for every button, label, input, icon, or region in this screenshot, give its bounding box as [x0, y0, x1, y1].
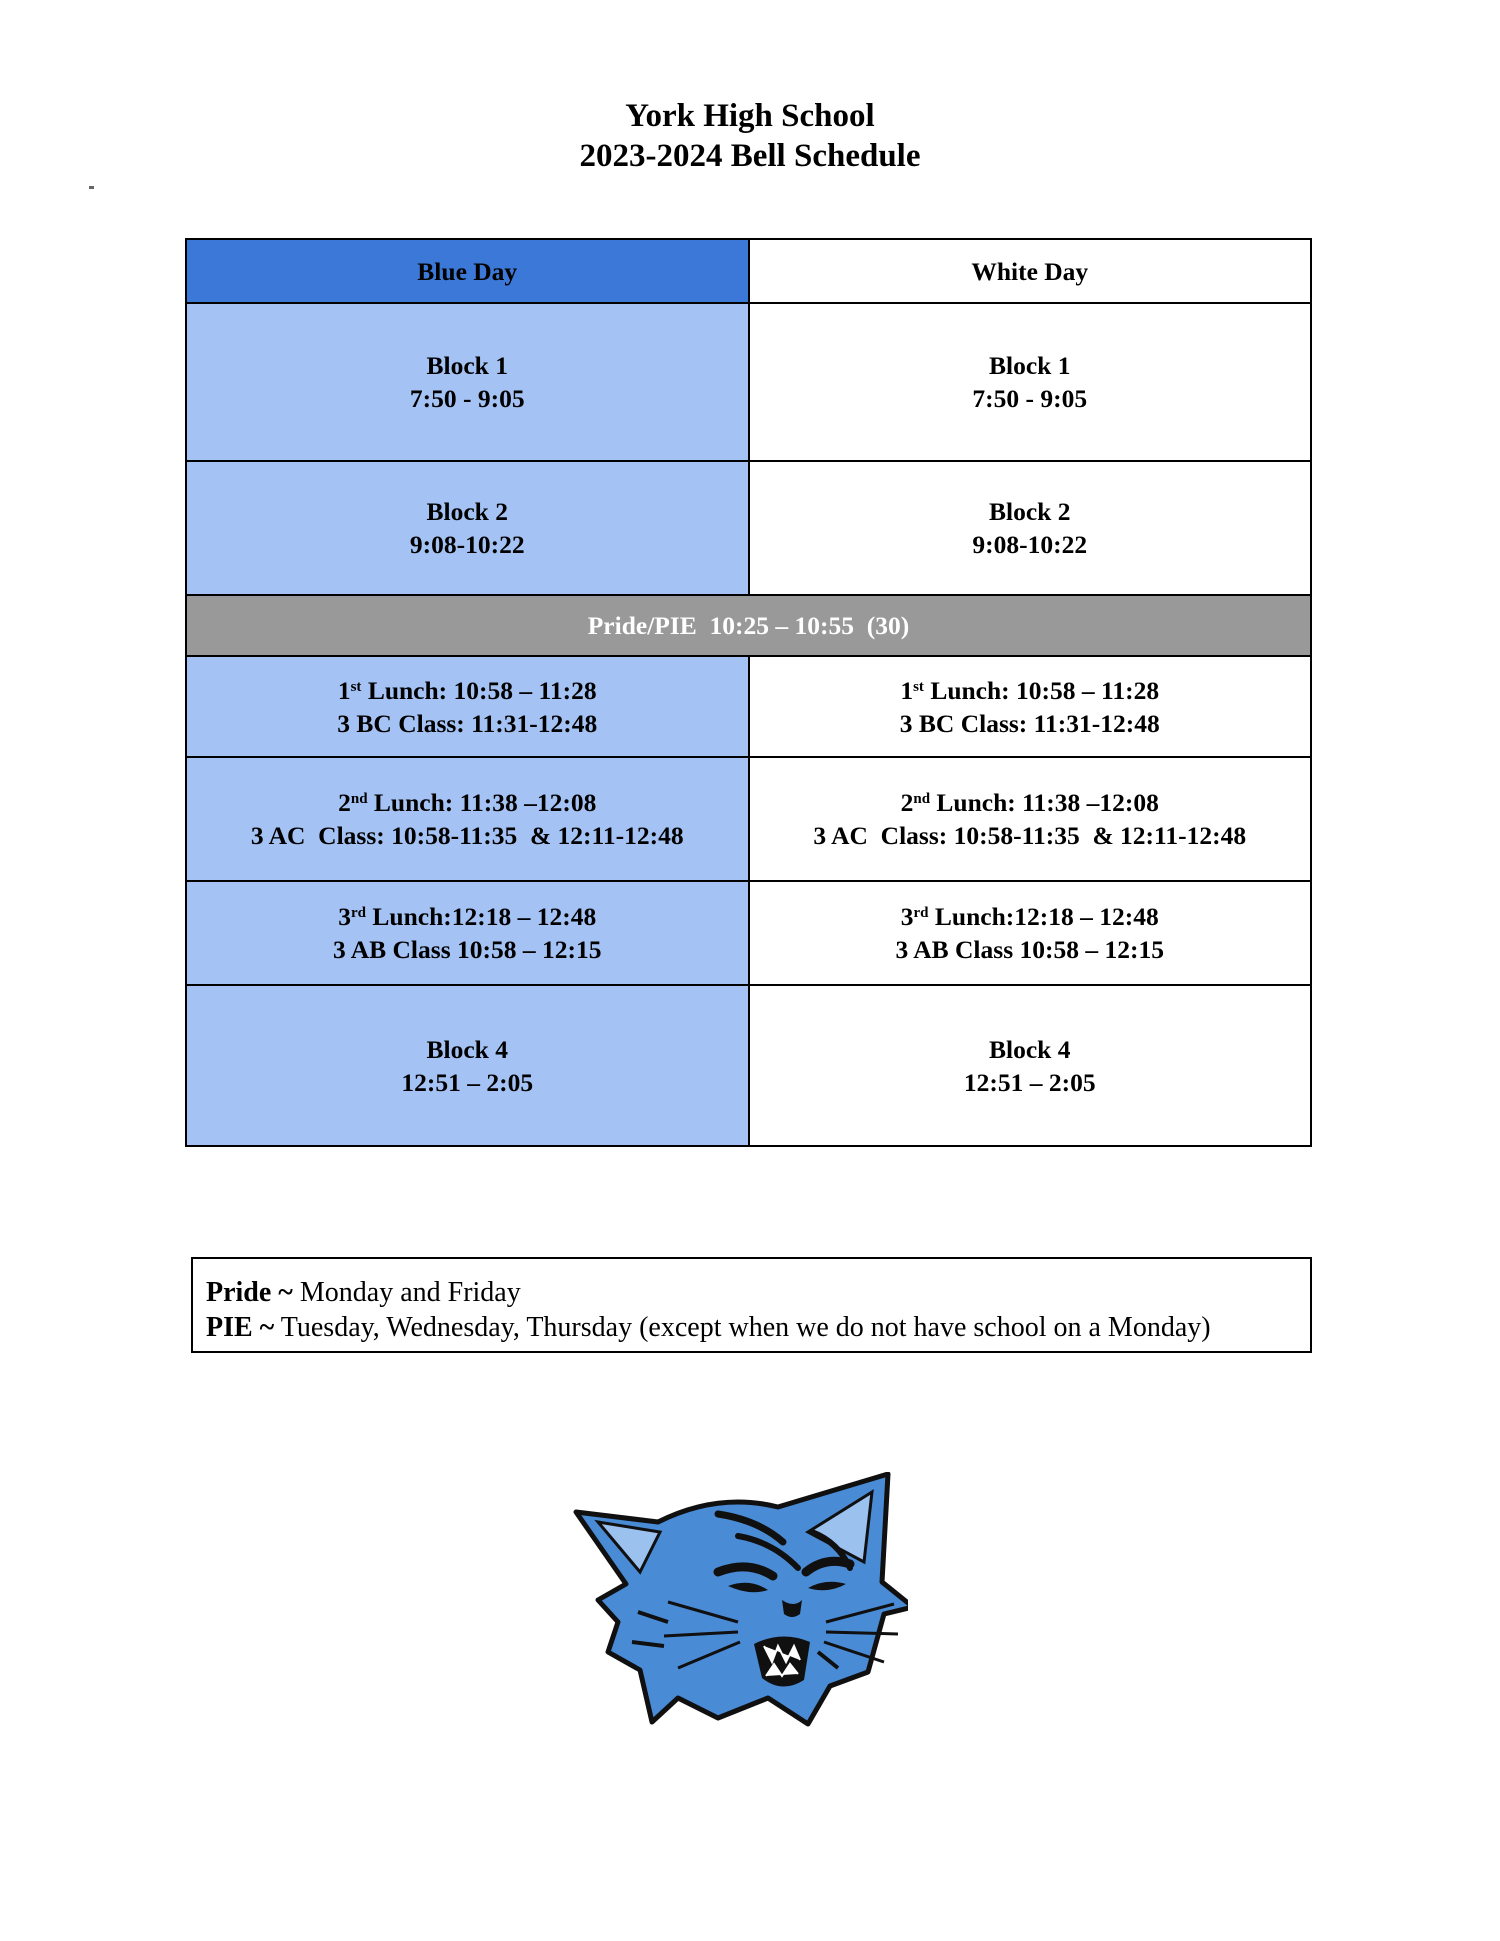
- lunch3-label: Lunch:12:18 – 12:48: [928, 902, 1159, 931]
- lunch3-line: [756, 900, 1305, 933]
- table-row: [186, 656, 1311, 757]
- block4-label: Block 4: [426, 1034, 508, 1064]
- lunch2-class: 3 AC Class: 10:58-11:35 & 12:11-12:48: [813, 821, 1247, 850]
- lunch3-suffix: rd: [351, 904, 366, 921]
- blue-block4-cell: [186, 985, 749, 1146]
- lunch3-suffix: rd: [913, 904, 929, 921]
- lunch2-number: 2: [338, 788, 351, 817]
- lunch3-line: [193, 900, 742, 933]
- white-block4-cell: [749, 985, 1312, 1146]
- block1-label: Block 1: [989, 351, 1071, 380]
- schedule-title: 2023-2024 Bell Schedule: [579, 138, 921, 174]
- blue-lunch1-cell: [186, 656, 749, 757]
- white-day-header: White Day: [749, 239, 1312, 303]
- lunch1-number: 1: [900, 675, 914, 705]
- blue-lunch2-cell: [186, 757, 749, 881]
- block2-label: Block 2: [426, 497, 508, 526]
- pie-term: PIE ~: [206, 1312, 275, 1343]
- lunch1-line: [756, 674, 1305, 707]
- block1-label: Block 1: [426, 351, 508, 380]
- lunch1-line: [193, 674, 742, 707]
- school-name: York High School: [625, 98, 875, 134]
- lunch3-class: 3 AB Class 10:58 – 12:15: [895, 935, 1164, 964]
- lunch1-suffix: st: [913, 678, 924, 695]
- lunch3-label: Lunch:12:18 – 12:48: [366, 902, 597, 931]
- lunch2-number: 2: [900, 788, 914, 817]
- lunch3-number: 3: [900, 902, 914, 931]
- white-block2-cell: [749, 461, 1312, 595]
- pride-row: [186, 595, 1311, 656]
- lunch1-class: 3 BC Class: 11:31-12:48: [337, 708, 598, 738]
- white-lunch2-cell: [749, 757, 1312, 881]
- pride-legend-line: [206, 1275, 1298, 1310]
- block1-time: 7:50 - 9:05: [409, 384, 525, 413]
- table-row: [186, 985, 1311, 1146]
- lunch2-line: [193, 786, 742, 819]
- lunch1-number: 1: [337, 675, 351, 705]
- pie-days: Tuesday, Wednesday, Thursday (except when we do not have school on a Monday): [274, 1312, 1211, 1343]
- table-row: [186, 303, 1311, 461]
- block1-time: 7:50 - 9:05: [972, 384, 1088, 413]
- table-row: [186, 881, 1311, 985]
- table-row: [186, 757, 1311, 881]
- white-block1-cell: [749, 303, 1312, 461]
- lunch1-label: Lunch: 10:58 – 11:28: [361, 675, 597, 705]
- pride-pie-legend: [191, 1257, 1312, 1353]
- wildcat-mascot-icon: [568, 1472, 908, 1732]
- pride-term: Pride ~: [206, 1277, 293, 1308]
- pride-days: Monday and Friday: [292, 1277, 521, 1308]
- block2-time: 9:08-10:22: [972, 530, 1088, 559]
- table-header-row: [186, 239, 1311, 303]
- block4-label: Block 4: [989, 1034, 1071, 1064]
- white-lunch3-cell: [749, 881, 1312, 985]
- lunch1-suffix: st: [350, 678, 362, 695]
- blue-block1-cell: [186, 303, 749, 461]
- blue-day-header: Blue Day: [186, 239, 749, 303]
- lunch2-class: 3 AC Class: 10:58-11:35 & 12:11-12:48: [250, 821, 684, 850]
- page-title: [0, 96, 1500, 176]
- pride-pie-cell: Pride/PIE 10:25 – 10:55 (30): [186, 595, 1311, 656]
- block4-time: 12:51 – 2:05: [401, 1067, 534, 1097]
- blue-block2-cell: [186, 461, 749, 595]
- lunch1-class: 3 BC Class: 11:31-12:48: [899, 708, 1160, 738]
- pie-legend-line: [206, 1310, 1298, 1345]
- block2-label: Block 2: [989, 497, 1071, 526]
- lunch3-number: 3: [338, 902, 351, 931]
- lunch1-label: Lunch: 10:58 – 11:28: [923, 675, 1160, 705]
- lunch3-class: 3 AB Class 10:58 – 12:15: [333, 935, 602, 964]
- block2-time: 9:08-10:22: [409, 530, 525, 559]
- stray-mark: [89, 186, 94, 189]
- lunch2-label: Lunch: 11:38 –12:08: [367, 788, 597, 817]
- table-row: [186, 461, 1311, 595]
- blue-lunch3-cell: [186, 881, 749, 985]
- lunch2-label: Lunch: 11:38 –12:08: [930, 788, 1159, 817]
- bell-schedule-table: [185, 238, 1312, 1147]
- lunch2-suffix: nd: [350, 790, 368, 807]
- white-lunch1-cell: [749, 656, 1312, 757]
- lunch2-suffix: nd: [913, 790, 931, 807]
- block4-time: 12:51 – 2:05: [963, 1067, 1096, 1097]
- lunch2-line: [756, 786, 1305, 819]
